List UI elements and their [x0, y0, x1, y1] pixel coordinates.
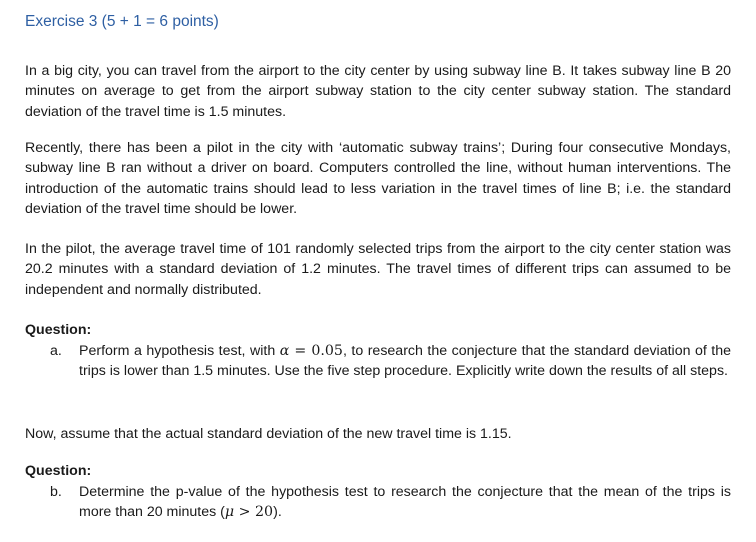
- question-a-text: Perform a hypothesis test, with α = 0.05, to research the conjecture that the standard deviation of the trips is lower than 1.5 minutes. Use the five step procedure. Explicitly write down the results of all steps.: [79, 343, 732, 379]
- alpha-value: = 0.05: [289, 343, 343, 359]
- question-a-marker: a.: [50, 343, 62, 359]
- paragraph-pilot: Recently, there has been a pilot in the city with ‘automatic subway trains’; During four consecutive Mondays, subway line B ran without a driver on board. Computers controlled the line, without human interventions. The introduction of the automatic trains should lead to less variation in the travel times of line B; i.e. the standard deviation of the travel time should be lower.: [25, 140, 731, 217]
- question-b-marker: b.: [50, 484, 62, 500]
- alpha-symbol: α: [279, 343, 290, 359]
- question-b-heading: Question:: [25, 463, 92, 479]
- paragraph-sample: In the pilot, the average travel time of 101 randomly selected trips from the airport to the city center station was 20.2 minutes with a standard deviation of 1.2 minutes. The travel times of different trips can assumed to be independent and normally distributed.: [25, 241, 731, 298]
- mu-symbol: μ: [224, 504, 235, 520]
- exercise-title: Exercise 3 (5 + 1 = 6 points): [25, 13, 219, 30]
- question-b-item: [50, 482, 731, 522]
- mu-value: > 20: [234, 504, 274, 520]
- question-b-text: Determine the p-value of the hypothesis test to research the conjecture that the mean of the trips is more than 20 minutes (μ > 20).: [79, 484, 731, 520]
- paragraph-assumption: Now, assume that the actual standard deviation of the new travel time is 1.15.: [25, 426, 512, 442]
- question-a-heading: Question:: [25, 322, 92, 338]
- paragraph-intro: In a big city, you can travel from the airport to the city center by using subway line B. It takes subway line B 20 minutes on average to get from the airport subway station to the city center subway station. The standard deviation of the travel time is 1.5 minutes.: [25, 63, 731, 120]
- question-a-item: [50, 341, 731, 381]
